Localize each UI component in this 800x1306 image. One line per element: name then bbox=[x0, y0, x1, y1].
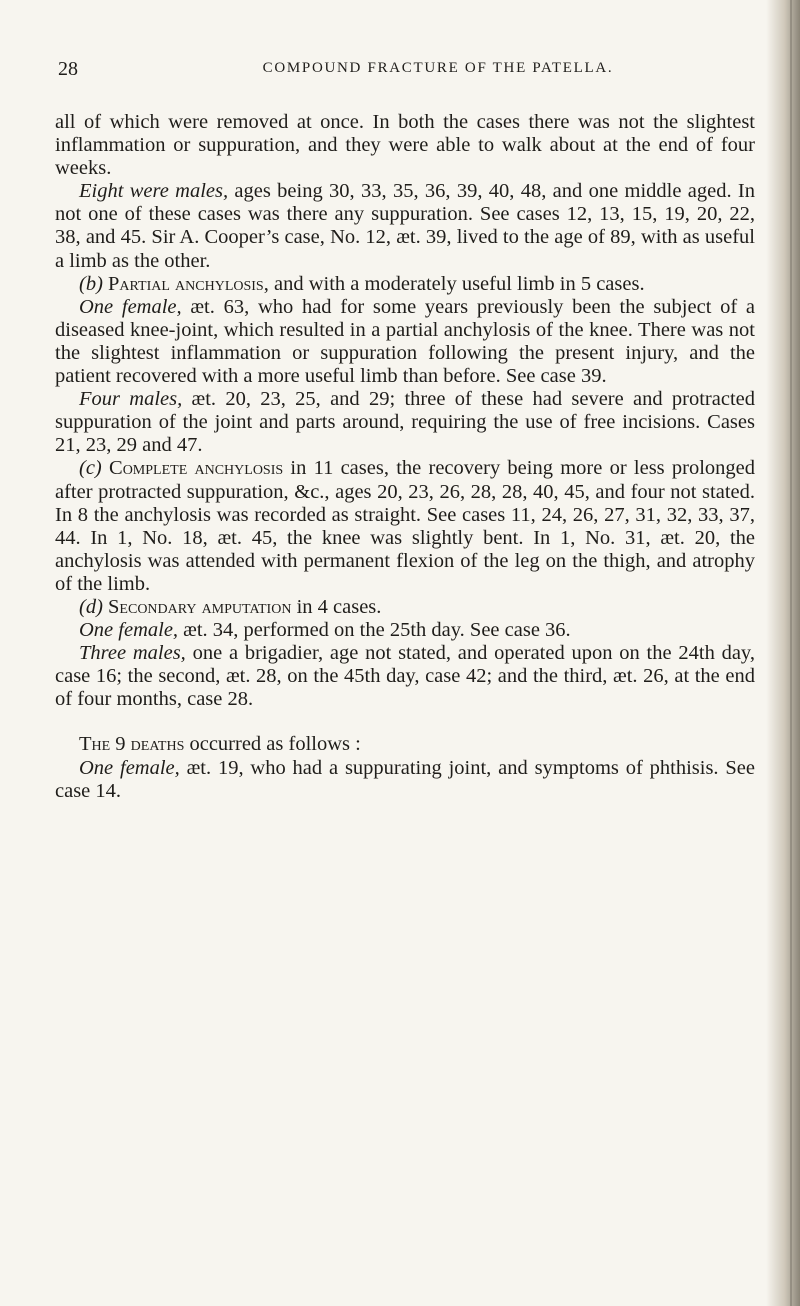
body-text bbox=[55, 111, 755, 803]
paragraph-text: one a brigadier, age not stated, and operated upon on the 24th day, case 16; the second, æt. 28, on the 45th day, case 42; and the third, æt. 26, at the end of four months, case 28. bbox=[55, 642, 755, 711]
paragraph-text: in 11 cases, the recovery being more or less prolonged after protracted suppuration, &c., ages 20, 23, 26, 28, 28, 40, 45, and four not stated. In 8 the anchylosis was recorded as straight. See cases 11, 24, 26, 27, 31, 32, 33, 37, 44. In 1, No. 18, æt. 45, the knee was slightly bent. In 1, No. 31, æt. 20, the anchylosis was attended with permanent flexion of the leg on the thigh, and atrophy of the limb. bbox=[55, 457, 756, 595]
page-number: 28 bbox=[58, 58, 78, 80]
paragraph-one-female-63 bbox=[55, 296, 755, 388]
section-heading: Complete anchylosis bbox=[109, 457, 284, 480]
section-secondary-amputation bbox=[55, 596, 755, 619]
section-marker: (d) bbox=[79, 595, 103, 618]
paragraph-text: occurred as follows : bbox=[184, 733, 361, 756]
italic-lead: Three males, bbox=[79, 642, 186, 665]
running-title: COMPOUND FRACTURE OF THE PATELLA. bbox=[262, 60, 614, 76]
paragraph-text: ages being 30, 33, 35, 36, 39, 40, 48, and one middle aged. In not one of these cases was there any suppuration. See cases 12, 13, 15, 19, 20, 22, 38, and 45. Sir A. Cooper’s case, No. 12, æt. 39, lived to the age of 89, with as useful a limb as the other. bbox=[55, 180, 755, 272]
paragraph-continuation bbox=[55, 111, 755, 180]
paragraph-text: æt. 20, 23, 25, and 29; three of these had severe and protracted suppuration of the joint and parts around, requiring the use of free incisions. Cases 21, 23, 29 and 47. bbox=[55, 388, 755, 457]
italic-lead: Four males, bbox=[79, 388, 183, 411]
italic-lead: One female, bbox=[79, 295, 182, 318]
page-edge-line bbox=[790, 0, 792, 1306]
italic-lead: One female, bbox=[79, 619, 179, 642]
paragraph-one-female-19 bbox=[55, 757, 755, 803]
section-deaths bbox=[55, 733, 755, 756]
paragraph-three-males bbox=[55, 642, 755, 711]
section-complete-anchylosis bbox=[55, 457, 755, 596]
section-heading: Secondary amputation bbox=[108, 595, 292, 618]
italic-lead: Eight were males, bbox=[79, 180, 229, 203]
paragraph-four-males bbox=[55, 388, 755, 457]
paragraph-text: æt. 19, who had a suppurating joint, and symptoms of phthisis. See case 14. bbox=[55, 756, 755, 802]
paragraph-text: and with a moderately useful limb in 5 cases. bbox=[268, 272, 645, 295]
italic-lead: One female, bbox=[79, 756, 180, 779]
section-partial-anchylosis bbox=[55, 273, 755, 296]
paragraph-text: in 4 cases. bbox=[291, 595, 382, 618]
paragraph-one-female-34 bbox=[55, 619, 755, 642]
paragraph-text: all of which were removed at once. In both the cases there was not the slightest inflammation or suppuration, and they were able to walk about at the end of four weeks. bbox=[55, 111, 755, 180]
page-header bbox=[48, 58, 758, 88]
section-marker: (b) bbox=[79, 272, 103, 295]
paragraph-text: æt. 63, who had for some years previously been the subject of a diseased knee-joint, which resulted in a partial anchylosis of the knee. There was not the slightest inflammation or suppuration following the present injury, and the patient recovered with a more useful limb than before. See case 39. bbox=[55, 295, 756, 388]
section-marker: (c) bbox=[79, 457, 102, 480]
section-heading: Partial anchylosis, bbox=[108, 272, 269, 295]
paragraph-eight-males bbox=[55, 180, 755, 272]
paragraph-text: æt. 34, performed on the 25th day. See case 36. bbox=[178, 619, 571, 642]
section-heading: The 9 deaths bbox=[79, 733, 185, 756]
page-edge-shadow bbox=[766, 0, 800, 1306]
